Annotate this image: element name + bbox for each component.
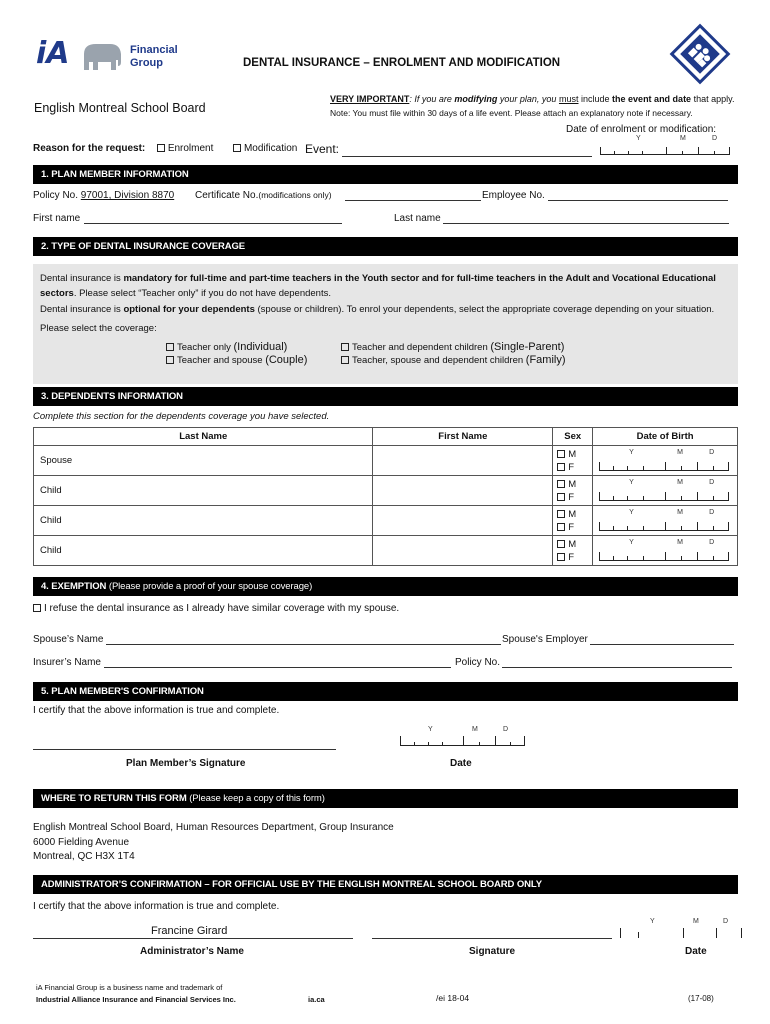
- dob-tick: [713, 556, 714, 560]
- spouse-employer-label: Spouse's Employer: [502, 634, 588, 645]
- dob-tick: [728, 462, 729, 470]
- col-first-name: First Name: [373, 428, 553, 446]
- admin-date-d: D: [723, 918, 729, 925]
- last-name-label: Last name: [394, 213, 441, 224]
- important-must: must: [558, 94, 579, 104]
- member-date-m: M: [472, 726, 478, 733]
- dob-baseline: [599, 560, 729, 561]
- dob-label-y: Y: [629, 479, 634, 486]
- dob-tick: [697, 552, 698, 560]
- refuse-row[interactable]: [33, 603, 399, 614]
- admin-date-y: Y: [650, 918, 655, 925]
- important-text-3: include: [581, 94, 610, 104]
- admin-signature-label: Signature: [469, 946, 516, 957]
- dob-label-d: D: [709, 509, 715, 516]
- dob-tick: [613, 466, 614, 470]
- important-text-1: : If you are: [409, 94, 452, 104]
- footer-site[interactable]: ia.ca: [308, 995, 325, 1004]
- member-signature-label: Plan Member’s Signature: [126, 758, 246, 769]
- individual-checkbox[interactable]: [166, 343, 174, 351]
- col-dob: Date of Birth: [593, 428, 738, 446]
- row-label-child-1: Child: [40, 485, 62, 496]
- dob-tick: [697, 522, 698, 530]
- coverage-paragraph-3: Please select the coverage:: [40, 323, 157, 334]
- child2-first-name-cell[interactable]: [373, 506, 553, 536]
- insurer-name-label: Insurer’s Name: [33, 657, 101, 668]
- modification-checkbox[interactable]: [233, 144, 241, 152]
- dob-field[interactable]: [599, 476, 731, 504]
- ia-logo: [36, 38, 186, 78]
- important-text-4: that apply.: [693, 94, 735, 104]
- member-certify: I certify that the above information is true and complete.: [33, 705, 280, 716]
- section4-header: 4. EXEMPTION (Please provide a proof of your spouse coverage): [33, 577, 738, 596]
- dob-tick: [599, 462, 600, 470]
- dob-tick: [665, 522, 666, 530]
- dob-label-y: Y: [629, 539, 634, 546]
- section1-header: 1. PLAN MEMBER INFORMATION: [33, 165, 738, 184]
- dob-tick: [681, 466, 682, 470]
- return-address-line-1: English Montreal School Board, Human Resources Department, Group Insurance: [33, 822, 394, 833]
- dob-label-m: M: [677, 449, 684, 456]
- certificate-field[interactable]: [345, 190, 481, 201]
- policy-row: [33, 190, 174, 201]
- dob-tick: [697, 492, 698, 500]
- policy-label: Policy No.: [33, 190, 79, 201]
- dob-baseline: [599, 470, 729, 471]
- date-enrol-y: Y: [636, 135, 641, 142]
- table-row: [34, 476, 738, 506]
- dob-tick: [627, 466, 628, 470]
- modification-label: Modification: [243, 143, 298, 154]
- date-enrol-d: D: [712, 135, 718, 142]
- admin-header: ADMINISTRATOR’S CONFIRMATION – FOR OFFICIAL USE BY THE ENGLISH MONTREAL SCHOOL BOARD ONLY: [33, 875, 738, 894]
- dob-tick: [643, 496, 644, 500]
- event-label: Event:: [305, 142, 340, 156]
- dob-tick: [713, 526, 714, 530]
- child1-dob-cell[interactable]: [593, 476, 738, 506]
- dob-tick: [665, 552, 666, 560]
- dob-tick: [599, 552, 600, 560]
- first-name-field[interactable]: [84, 213, 342, 224]
- dob-tick: [613, 526, 614, 530]
- dob-label-m: M: [677, 539, 684, 546]
- col-sex: Sex: [553, 428, 593, 446]
- dob-tick: [728, 552, 729, 560]
- dob-tick: [599, 492, 600, 500]
- elephant-icon: [80, 40, 126, 74]
- date-enrol-m: M: [680, 135, 686, 142]
- member-signature-field[interactable]: [33, 738, 336, 750]
- member-date-d: D: [503, 726, 509, 733]
- return-header: WHERE TO RETURN THIS FORM (Please keep a copy of this form): [33, 789, 738, 808]
- dependents-instruction: Complete this section for the dependents coverage you have selected.: [33, 411, 330, 422]
- insurer-policy-field[interactable]: [502, 657, 732, 668]
- important-notice: [330, 94, 734, 104]
- return-address-line-3: Montreal, QC H3X 1T4: [33, 851, 135, 862]
- spouse-name-label: Spouse’s Name: [33, 634, 104, 645]
- important-text-2: your plan, you: [499, 94, 557, 104]
- coverage-paragraph-1: Dental insurance is mandatory for full-time and part-time teachers in the Youth sector and for full-time teachers in the Adult and Vocational Educational sectors. Please select “Teacher only” if you do not have dependents.: [40, 273, 716, 299]
- row-label-child-3: Child: [40, 545, 62, 556]
- dob-label-y: Y: [629, 449, 634, 456]
- reason-row: [33, 143, 297, 154]
- dob-label-d: D: [709, 479, 715, 486]
- spouse-sex-cell[interactable]: M F: [553, 446, 593, 476]
- policy-value: 97001, Division 8870: [80, 190, 175, 201]
- enrolment-checkbox[interactable]: [157, 144, 165, 152]
- table-row: [34, 446, 738, 476]
- spouse-employer-field[interactable]: [590, 634, 734, 645]
- dob-tick: [613, 496, 614, 500]
- dob-tick: [643, 466, 644, 470]
- employee-field[interactable]: [548, 190, 728, 201]
- dob-tick: [713, 496, 714, 500]
- section5-header: 5. PLAN MEMBER'S CONFIRMATION: [33, 682, 738, 701]
- dob-tick: [681, 526, 682, 530]
- form-title: DENTAL INSURANCE – ENROLMENT AND MODIFICATION: [243, 57, 561, 69]
- child1-first-name-cell[interactable]: [373, 476, 553, 506]
- spouse-name-field[interactable]: [106, 634, 501, 645]
- dob-tick: [643, 556, 644, 560]
- admin-certify: I certify that the above information is true and complete.: [33, 901, 280, 912]
- footer-form-number: /ei 18-04: [436, 993, 470, 1003]
- footer-trademark-2: Industrial Alliance Insurance and Financial Services Inc.: [36, 995, 236, 1004]
- child3-dob-cell[interactable]: [593, 536, 738, 566]
- row-label-child-2: Child: [40, 515, 62, 526]
- dob-tick: [665, 462, 666, 470]
- dob-tick: [613, 556, 614, 560]
- dob-tick: [681, 496, 682, 500]
- member-date-y: Y: [428, 726, 433, 733]
- last-name-field[interactable]: [443, 213, 729, 224]
- return-address-line-2: 6000 Fielding Avenue: [33, 836, 130, 848]
- coverage-option-family[interactable]: Teacher, spouse and dependent children (Family): [341, 354, 566, 366]
- dob-label-m: M: [677, 479, 684, 486]
- employee-label: Employee No.: [482, 190, 545, 201]
- refuse-label: I refuse the dental insurance as I already have similar coverage with my spouse.: [44, 603, 400, 614]
- dob-tick: [627, 556, 628, 560]
- refuse-checkbox[interactable]: [33, 604, 41, 612]
- dob-field[interactable]: [599, 536, 731, 564]
- dob-tick: [697, 462, 698, 470]
- dependents-table-header: [34, 428, 738, 446]
- dob-label-m: M: [677, 509, 684, 516]
- spouse-first-name-cell[interactable]: [373, 446, 553, 476]
- family-checkbox[interactable]: [341, 356, 349, 364]
- admin-date-field[interactable]: [620, 928, 742, 938]
- admin-signature-field[interactable]: [372, 927, 612, 939]
- dob-baseline: [599, 530, 729, 531]
- reason-label-rest: for the request:: [71, 143, 146, 154]
- dob-tick: [665, 492, 666, 500]
- date-enrolment-label: Date of enrolment or modification:: [566, 124, 717, 135]
- coverage-option-single-parent[interactable]: Teacher and dependent children (Single-Parent): [341, 341, 564, 353]
- ia-logo-financial: Financial: [130, 44, 178, 56]
- dob-tick: [599, 522, 600, 530]
- footer-version: (17-08): [688, 994, 714, 1003]
- section3-header: 3. DEPENDENTS INFORMATION: [33, 387, 738, 406]
- dob-tick: [713, 466, 714, 470]
- member-date-field[interactable]: [400, 736, 525, 746]
- reason-label: Reason: [33, 143, 70, 154]
- spouse-dob-cell[interactable]: [593, 446, 738, 476]
- admin-name-label: Administrator’s Name: [140, 946, 244, 957]
- dob-tick: [643, 526, 644, 530]
- dob-field[interactable]: [599, 506, 731, 534]
- row-label-spouse: Spouse: [40, 455, 73, 466]
- insurer-name-field[interactable]: [104, 657, 451, 668]
- important-event: the event and date: [612, 94, 692, 104]
- coverage-paragraph-2: Dental insurance is optional for your dependents (spouse or children). To enrol your dependents, select the appropriate coverage depending on your situation.: [40, 304, 715, 315]
- dob-tick: [728, 492, 729, 500]
- child3-first-name-cell[interactable]: [373, 536, 553, 566]
- coverage-option-individual[interactable]: Teacher only (Individual): [166, 341, 287, 353]
- child3-sex-cell[interactable]: M F: [553, 536, 593, 566]
- important-label: VERY IMPORTANT: [330, 94, 410, 104]
- dob-baseline: [599, 500, 729, 501]
- ia-logo-group: Group: [130, 57, 163, 69]
- single-parent-checkbox[interactable]: [341, 343, 349, 351]
- member-date-label: Date: [450, 758, 472, 769]
- event-field[interactable]: [342, 145, 592, 157]
- date-enrolment-field[interactable]: [600, 145, 730, 155]
- table-row: [34, 506, 738, 536]
- dob-label-d: D: [709, 449, 715, 456]
- child1-sex-cell[interactable]: M F: [553, 476, 593, 506]
- insurer-policy-label: Policy No.: [455, 657, 501, 668]
- section2-header: 2. TYPE OF DENTAL INSURANCE COVERAGE: [33, 237, 738, 256]
- return-address: [33, 821, 394, 865]
- footer-trademark-1: iA Financial Group is a business name and trademark of: [36, 983, 223, 992]
- dob-label-d: D: [709, 539, 715, 546]
- dob-tick: [681, 556, 682, 560]
- table-row: [34, 536, 738, 566]
- child2-sex-cell[interactable]: M F: [553, 506, 593, 536]
- important-note: Note: You must file within 30 days of a life event. Please attach an explanatory note if necessary.: [330, 108, 693, 118]
- ia-logo-mark: iA: [36, 36, 70, 71]
- certificate-label: Certificate No.(modifications only): [195, 190, 332, 201]
- school-board-name: English Montreal School Board: [34, 101, 206, 115]
- col-last-name: Last Name: [34, 428, 373, 446]
- coverage-option-couple[interactable]: Teacher and spouse (Couple): [166, 354, 307, 366]
- dob-tick: [627, 526, 628, 530]
- couple-checkbox[interactable]: [166, 356, 174, 364]
- admin-date-m: M: [693, 918, 699, 925]
- emsb-seal-logo: [668, 22, 732, 86]
- dob-tick: [627, 496, 628, 500]
- important-modifying: modifying: [454, 94, 498, 104]
- admin-name-value: Francine Girard: [151, 925, 228, 937]
- admin-date-label: Date: [685, 946, 707, 957]
- dependents-table: [33, 427, 738, 566]
- dob-label-y: Y: [629, 509, 634, 516]
- dob-field[interactable]: [599, 446, 731, 474]
- admin-name-field[interactable]: [33, 924, 353, 939]
- child2-dob-cell[interactable]: [593, 506, 738, 536]
- first-name-label: First name: [33, 213, 81, 224]
- enrolment-label: Enrolment: [167, 143, 214, 154]
- dob-tick: [728, 522, 729, 530]
